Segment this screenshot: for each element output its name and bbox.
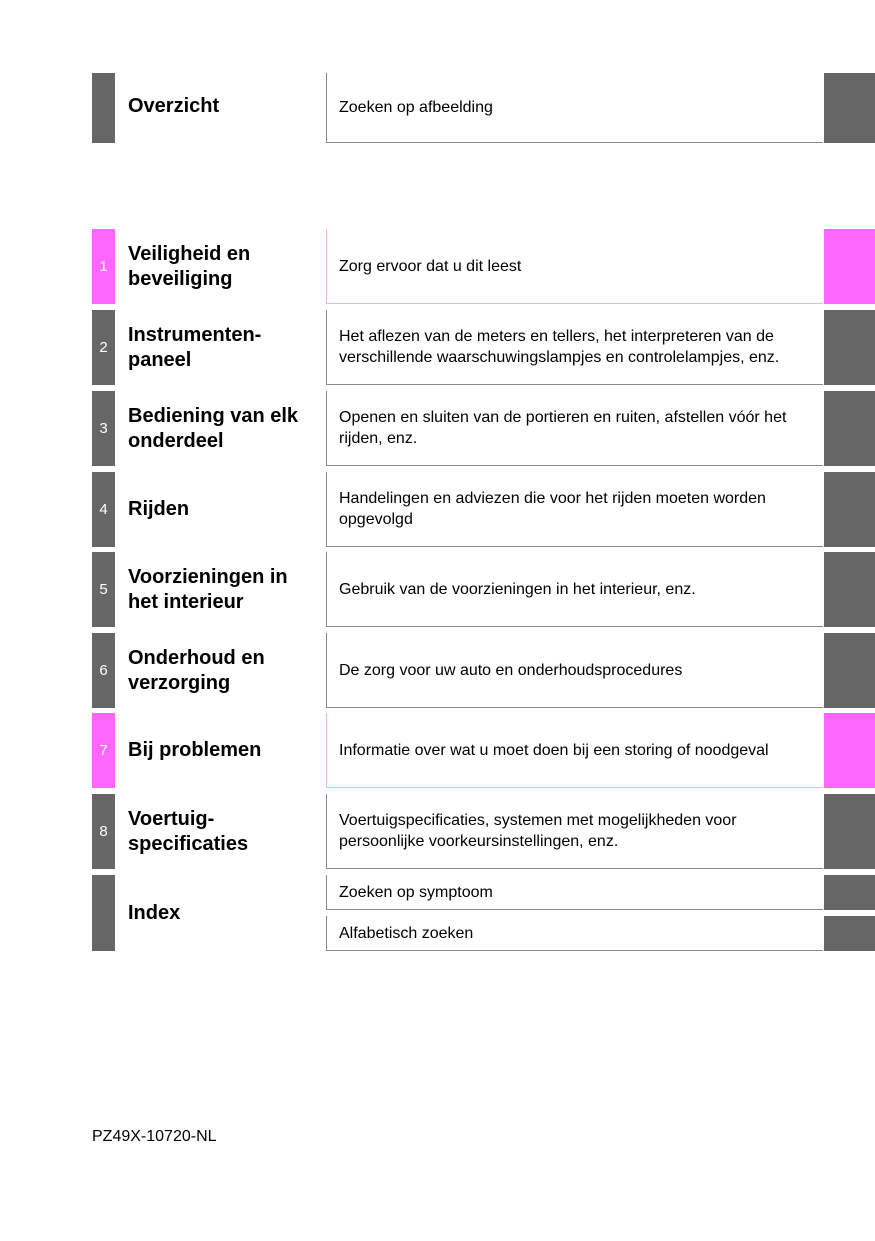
section-8-tab: 8	[92, 794, 115, 869]
section-4-link[interactable]	[326, 472, 823, 547]
section-8-desc: Voertuigspecificaties, systemen met mogelijkheden voor persoonlijke voorkeursinstellingen, enz.	[339, 812, 737, 850]
section-7-edge-tab	[824, 713, 875, 788]
section-2[interactable]	[0, 310, 875, 385]
index-symptom-desc: Zoeken op symptoom	[339, 883, 493, 901]
section-6[interactable]	[0, 633, 875, 708]
section-5-edge-tab	[824, 552, 875, 627]
section-2-title: Instrumenten-paneel	[128, 323, 262, 371]
section-3[interactable]	[0, 391, 875, 466]
section-1-title: Veiligheid en beveiliging	[128, 242, 251, 290]
section-4-desc: Handelingen en adviezen die voor het rijden moeten worden opgevolgd	[339, 490, 766, 528]
section-5[interactable]	[0, 552, 875, 627]
section-4-tab: 4	[92, 472, 115, 547]
index-section	[0, 875, 875, 951]
section-1-link[interactable]	[326, 229, 823, 304]
section-7-desc: Informatie over wat u moet doen bij een storing of noodgeval	[339, 741, 769, 759]
section-2-tab: 2	[92, 310, 115, 385]
section-1-desc: Zorg ervoor dat u dit leest	[339, 257, 522, 275]
section-3-desc: Openen en sluiten van de portieren en ruiten, afstellen vóór het rijden, enz.	[339, 409, 787, 447]
section-1-edge-tab	[824, 229, 875, 304]
section-3-tab: 3	[92, 391, 115, 466]
section-3-edge-tab	[824, 391, 875, 466]
section-1-tab: 1	[92, 229, 115, 304]
section-5-link[interactable]	[326, 552, 823, 627]
overview-link[interactable]	[326, 73, 823, 143]
section-8[interactable]	[0, 794, 875, 869]
overview-tab	[92, 73, 115, 143]
section-6-desc: De zorg voor uw auto en onderhoudsprocedures	[339, 661, 683, 679]
section-4[interactable]	[0, 472, 875, 547]
section-8-link[interactable]	[326, 794, 823, 869]
section-5-title: Voorzieningen in het interieur	[128, 565, 288, 613]
index-alphabetical-edge-tab	[824, 916, 875, 951]
index-tab	[92, 875, 115, 951]
section-5-tab: 5	[92, 552, 115, 627]
section-8-title: Voertuig-specificaties	[128, 807, 249, 855]
section-3-link[interactable]	[326, 391, 823, 466]
section-6-title: Onderhoud en verzorging	[128, 646, 265, 694]
section-7[interactable]	[0, 713, 875, 788]
index-symptom-link[interactable]	[326, 875, 823, 910]
document-code: PZ49X-10720-NL	[92, 1128, 217, 1145]
section-6-edge-tab	[824, 633, 875, 708]
overview-title: Overzicht	[128, 95, 220, 117]
section-2-link[interactable]	[326, 310, 823, 385]
section-5-desc: Gebruik van de voorzieningen in het interieur, enz.	[339, 580, 696, 598]
index-alphabetical-desc: Alfabetisch zoeken	[339, 924, 474, 942]
section-2-edge-tab	[824, 310, 875, 385]
index-title: Index	[128, 901, 181, 924]
section-7-tab: 7	[92, 713, 115, 788]
index-symptom-edge-tab	[824, 875, 875, 910]
section-3-title: Bediening van elk onderdeel	[128, 404, 299, 452]
section-2-desc: Het aflezen van de meters en tellers, het interpreteren van de verschillende waarschuwingslampjes en controlelampjes, enz.	[339, 328, 780, 366]
section-7-link[interactable]	[326, 713, 823, 788]
section-8-edge-tab	[824, 794, 875, 869]
index-alphabetical-link[interactable]	[326, 916, 823, 951]
overview-desc: Zoeken op afbeelding	[339, 99, 493, 116]
section-6-link[interactable]	[326, 633, 823, 708]
overview-edge-tab	[824, 73, 875, 143]
section-7-title: Bij problemen	[128, 739, 262, 761]
overview-section[interactable]	[0, 73, 875, 143]
section-1[interactable]	[0, 229, 875, 304]
section-4-title: Rijden	[128, 498, 190, 520]
section-6-tab: 6	[92, 633, 115, 708]
section-4-edge-tab	[824, 472, 875, 547]
